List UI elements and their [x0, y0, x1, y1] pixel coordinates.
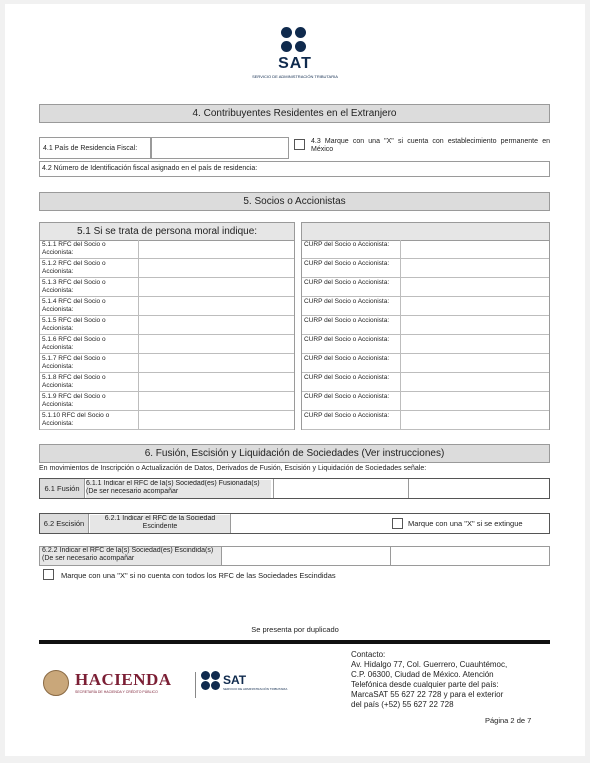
rfc-socio-field[interactable] — [138, 297, 294, 315]
logo-dot — [201, 671, 210, 680]
rfc-socio-row — [40, 278, 294, 297]
fusion-row — [39, 478, 550, 499]
extingue-label: Marque con una "X" si se extingue — [408, 519, 523, 528]
curp-socio-label: CURP del Socio o Accionista: — [304, 355, 390, 362]
curp-socio-label: CURP del Socio o Accionista: — [304, 279, 390, 286]
curp-socio-row — [302, 240, 549, 259]
contact-phone-2: MarcaSAT 55 627 22 728 y para el exterior — [351, 690, 504, 699]
rfc-socio-row — [40, 240, 294, 259]
form-page — [5, 4, 585, 756]
rfc-socio-field[interactable] — [138, 316, 294, 334]
rfc-socio-field[interactable] — [138, 335, 294, 353]
sat-logo-subtext: SERVICIO DE ADMINISTRACIÓN TRIBUTARIA — [252, 74, 338, 79]
rfc-socio-row — [40, 316, 294, 335]
fusion-rfc-field-2[interactable] — [408, 479, 550, 498]
hacienda-subtext: SECRETARÍA DE HACIENDA Y CRÉDITO PÚBLICO — [75, 690, 158, 694]
curp-socio-field[interactable] — [400, 411, 549, 429]
rfc-socio-field[interactable] — [138, 411, 294, 429]
section-4-title: 4. Contribuyentes Residentes en el Extranjero — [39, 104, 550, 123]
rfc-socio-row — [40, 335, 294, 354]
curp-socio-label: CURP del Socio o Accionista: — [304, 374, 390, 381]
duplicado-note: Se presenta por duplicado — [251, 625, 339, 634]
curp-socio-field[interactable] — [400, 392, 549, 410]
curp-socio-row — [302, 373, 549, 392]
persona-moral-panel — [39, 222, 295, 430]
curp-socio-field[interactable] — [400, 259, 549, 277]
sat-footer-subtext: SERVICIO DE ADMINISTRACIÓN TRIBUTARIA — [223, 687, 288, 691]
logo-dot — [281, 27, 292, 38]
curp-socio-field[interactable] — [400, 278, 549, 296]
curp-socio-row — [302, 392, 549, 411]
hacienda-wordmark: HACIENDA — [75, 670, 172, 689]
curp-socio-row — [302, 316, 549, 335]
escision-rfc-field[interactable] — [230, 514, 389, 533]
rfc-socio-label: 5.1.10 RFC del Socio o Accionista: — [42, 412, 110, 427]
curp-socio-label: CURP del Socio o Accionista: — [304, 336, 390, 343]
curp-socio-row — [302, 354, 549, 373]
numero-identificacion-field[interactable]: 4.2 Número de Identificación fiscal asignado en el país de residencia: — [39, 161, 550, 177]
rfc-socio-row — [40, 354, 294, 373]
curp-socio-row — [302, 278, 549, 297]
no-cuenta-rfc-label: Marque con una "X" si no cuenta con todos los RFC de las Sociedades Escindidas — [61, 571, 336, 580]
sat-logo — [235, 26, 355, 86]
contact-phone-3: del país (+52) 55 627 22 728 — [351, 700, 454, 709]
section-6-title: 6. Fusión, Escisión y Liquidación de Sociedades (Ver instrucciones) — [39, 444, 550, 463]
curp-socio-label: CURP del Socio o Accionista: — [304, 241, 390, 248]
logo-dot — [211, 681, 220, 690]
rfc-socio-label: 5.1.8 RFC del Socio o Accionista: — [42, 374, 106, 389]
logo-dot — [281, 41, 292, 52]
curp-socio-field[interactable] — [400, 316, 549, 334]
page-number: Página 2 de 7 — [485, 716, 532, 725]
curp-socio-label: CURP del Socio o Accionista: — [304, 298, 390, 305]
escindidas-rfc-field-1[interactable] — [223, 547, 388, 565]
contact-heading: Contacto: — [351, 650, 386, 659]
sat-footer-wordmark: SAT — [223, 673, 247, 687]
sat-logo-text: SAT — [278, 55, 312, 72]
contact-phone-1: Telefónica desde cualquier parte del país: — [351, 680, 499, 689]
logo-dot — [211, 671, 220, 680]
curp-panel — [301, 222, 550, 430]
rfc-socio-label: 5.1.1 RFC del Socio o Accionista: — [42, 241, 106, 256]
rfc-socio-field[interactable] — [138, 240, 294, 258]
establecimiento-label: 4.3 Marque con una "X" si cuenta con establecimiento permanente en México — [311, 138, 550, 153]
curp-socio-label: CURP del Socio o Accionista: — [304, 260, 390, 267]
rfc-socio-field[interactable] — [138, 259, 294, 277]
curp-socio-row — [302, 259, 549, 278]
fusion-rfc-label: 6.1.1 Indicar el RFC de la(s) Sociedad(es) Fusionada(s) (De ser necesario acompañar — [86, 480, 271, 498]
escision-label: 6.2 Escisión — [40, 514, 89, 533]
contact-address-2: C.P. 06300, Ciudad de México. Atención — [351, 670, 494, 679]
rfc-socio-label: 5.1.6 RFC del Socio o Accionista: — [42, 336, 106, 351]
rfc-socio-label: 5.1.4 RFC del Socio o Accionista: — [42, 298, 106, 313]
curp-socio-label: CURP del Socio o Accionista: — [304, 393, 390, 400]
curp-socio-label: CURP del Socio o Accionista: — [304, 412, 390, 419]
rfc-socio-field[interactable] — [138, 354, 294, 372]
section-6-intro: En movimientos de Inscripción o Actualización de Datos, Derivados de Fusión, Escisión y Liquidación de Sociedades señale: — [39, 465, 427, 472]
curp-panel-header — [302, 223, 549, 241]
hacienda-logo — [43, 668, 193, 702]
rfc-socio-field[interactable] — [138, 392, 294, 410]
rfc-socio-label: 5.1.2 RFC del Socio o Accionista: — [42, 260, 106, 275]
curp-socio-row — [302, 297, 549, 316]
escision-row — [39, 513, 550, 534]
rfc-socio-row — [40, 259, 294, 278]
extingue-checkbox[interactable] — [392, 518, 403, 529]
contact-address-1: Av. Hidalgo 77, Col. Guerrero, Cuauhtémoc, — [351, 660, 508, 669]
rfc-socio-row — [40, 297, 294, 316]
rfc-socio-row — [40, 411, 294, 430]
pais-residencia-label: 4.1 País de Residencia Fiscal: — [39, 137, 151, 159]
fusion-label: 6.1 Fusión — [40, 479, 85, 498]
logo-dot — [201, 681, 210, 690]
curp-socio-row — [302, 335, 549, 354]
rfc-socio-row — [40, 392, 294, 411]
rfc-socio-field[interactable] — [138, 373, 294, 391]
escindidas-label: 6.2.2 Indicar el RFC de la(s) Sociedad(es) Escindida(s) (De ser necesario acompañar — [40, 547, 222, 565]
logo-dot — [295, 41, 306, 52]
curp-socio-field[interactable] — [400, 373, 549, 391]
rfc-socio-label: 5.1.3 RFC del Socio o Accionista: — [42, 279, 106, 294]
section-5-title: 5. Socios o Accionistas — [39, 192, 550, 211]
establecimiento-checkbox[interactable] — [294, 139, 305, 150]
persona-moral-subtitle: 5.1 Si se trata de persona moral indique: — [40, 223, 294, 241]
escindidas-rfc-field-2[interactable] — [390, 547, 550, 565]
fusion-rfc-field-1[interactable] — [273, 479, 408, 498]
sat-footer-logo — [201, 671, 311, 701]
curp-socio-field[interactable] — [400, 335, 549, 353]
no-cuenta-rfc-checkbox[interactable] — [43, 569, 54, 580]
curp-socio-row — [302, 411, 549, 430]
rfc-socio-label: 5.1.7 RFC del Socio o Accionista: — [42, 355, 106, 370]
escindidas-row — [39, 546, 550, 566]
rfc-socio-label: 5.1.9 RFC del Socio o Accionista: — [42, 393, 106, 408]
rfc-socio-row — [40, 373, 294, 392]
contact-block — [351, 650, 551, 710]
curp-socio-field[interactable] — [400, 240, 549, 258]
eagle-emblem-icon — [43, 670, 69, 696]
curp-socio-label: CURP del Socio o Accionista: — [304, 317, 390, 324]
rfc-socio-field[interactable] — [138, 278, 294, 296]
logo-dot — [295, 27, 306, 38]
rfc-socio-label: 5.1.5 RFC del Socio o Accionista: — [42, 317, 106, 332]
logo-divider — [195, 672, 196, 698]
footer-rule — [39, 640, 550, 644]
curp-socio-field[interactable] — [400, 354, 549, 372]
curp-socio-field[interactable] — [400, 297, 549, 315]
pais-residencia-field[interactable] — [151, 137, 289, 159]
escision-rfc-label: 6.2.1 Indicar el RFC de la Sociedad Escindente — [90, 515, 230, 533]
